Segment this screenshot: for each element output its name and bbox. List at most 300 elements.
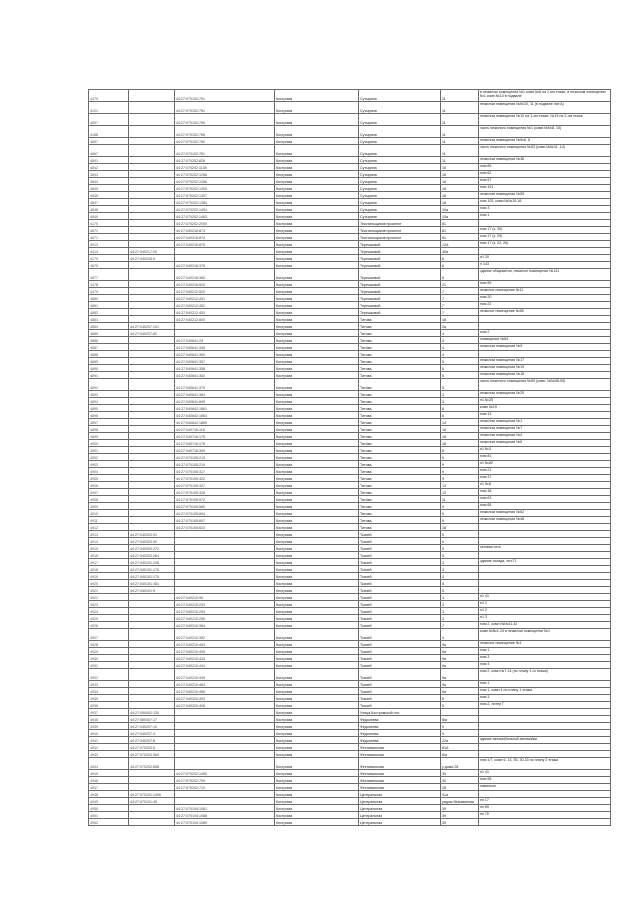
house-number: 16 [441, 440, 479, 447]
street: Терешковой [359, 288, 441, 295]
cadastral-number-land [129, 185, 175, 192]
object-description: нежилом помещении №17 [479, 358, 611, 365]
street: Титова [359, 365, 441, 372]
cadastral-number: 44:27:070102:761 [175, 145, 275, 157]
cadastral-number: 44:27:040716:399 [175, 447, 275, 454]
table-row [89, 227, 611, 234]
street: Ткачей [359, 655, 441, 662]
object-description: пом 65 [479, 503, 611, 510]
street: Титова [359, 337, 441, 344]
object-description: н1 №25 [479, 398, 611, 405]
object-description [479, 323, 611, 330]
table-row [89, 566, 611, 573]
street: Ткачей [359, 531, 441, 538]
cadastral-number [175, 723, 275, 730]
object-description: н1 №82 [479, 461, 611, 468]
cadastral-number: 44:27:070102:751 [175, 90, 275, 102]
cadastral-number: 44:27:040716:118 [175, 426, 275, 433]
object-description: пом 101 [479, 185, 611, 192]
cadastral-number-land: 44:27:040320:272 [129, 545, 175, 552]
cadastral-number-land [129, 192, 175, 199]
house-number: 5 [441, 552, 479, 559]
row-number: 4948 [89, 791, 129, 798]
cadastral-number: 44:27:070105:328 [175, 489, 275, 496]
street: Фестивальная [359, 777, 441, 784]
street: Терешковой [359, 255, 441, 262]
object-description: нежилом помещении №№10, 11 (в подвале лит.А) [479, 102, 611, 114]
street: Титова [359, 316, 441, 323]
street: Ткачей [359, 648, 441, 655]
cadastral-number-land [129, 433, 175, 440]
object-description: нежилом помещении №№6, 8 [479, 138, 611, 145]
street: Фестивальная [359, 758, 441, 770]
city: Кострома [275, 475, 359, 482]
house-number: 40а [441, 248, 479, 255]
cadastral-number: 44:27:070102:751 [175, 102, 275, 114]
object-description: пом 1/7, комн 6, 13, 35, 30-33 по плану 2 этажа [479, 758, 611, 770]
row-number: 4936 [89, 702, 129, 709]
city: Кострома [275, 791, 359, 798]
table-row [89, 145, 611, 157]
cadastral-number-land [129, 138, 175, 145]
object-description: часть нежилого помещения №1 (комн.№№8, 15) [479, 126, 611, 138]
cadastral-number: 44:27:070105:607 [175, 517, 275, 524]
table-row [89, 372, 611, 379]
cadastral-number-land: 44:27:040101:9 [129, 587, 175, 594]
table-row [89, 185, 611, 192]
house-number: 11 [441, 126, 479, 138]
cadastral-number-land [129, 90, 175, 102]
street: Центральная [359, 819, 441, 826]
city: Кострома [275, 405, 359, 412]
house-number: 12А [441, 241, 479, 248]
row-number: 4897 [89, 419, 129, 426]
object-description: пом 81 [479, 454, 611, 461]
cadastral-number: 44:27:040641:346 [175, 344, 275, 351]
table-row [89, 573, 611, 580]
cadastral-number-land [129, 770, 175, 777]
object-description: комн.№№1-24 в нежилом помещении №1 [479, 629, 611, 641]
row-number: 4930 [89, 655, 129, 662]
object-description: пом 13 [479, 412, 611, 419]
cadastral-number-land [129, 615, 175, 622]
city: Кострома [275, 234, 359, 241]
object-description: нежилое помещение №11 [479, 288, 611, 295]
house-number: 8 [441, 447, 479, 454]
object-description: нежилом помещении №20 [479, 391, 611, 398]
row-number: 4937 [89, 709, 129, 716]
object-description [479, 709, 611, 716]
cadastral-number: 44:27:070202:1265 [175, 171, 275, 178]
house-number: 18 [441, 316, 479, 323]
house-number: 3 [441, 594, 479, 601]
street: Фестивальная [359, 744, 441, 751]
objects-table [88, 89, 611, 826]
house-number: 11 [441, 157, 479, 164]
cadastral-number: 44:27:040216:874 [175, 234, 275, 241]
house-number: 9а [441, 688, 479, 695]
table-row [89, 496, 611, 503]
cadastral-number: 44:27:040212:451 [175, 295, 275, 302]
city: Кострома [275, 580, 359, 587]
row-number: 4478 [89, 281, 129, 288]
row-number: 4890 [89, 365, 129, 372]
row-number: 4925 [89, 615, 129, 622]
cadastral-number: 44:27:040642:1869 [175, 419, 275, 426]
street: Ткачей [359, 594, 441, 601]
row-number: 4914 [89, 538, 129, 545]
city: Кострома [275, 90, 359, 102]
street: Ткачей [359, 629, 441, 641]
city: Кострома [275, 255, 359, 262]
row-number: 4877 [89, 269, 129, 281]
house-number: 3 [441, 391, 479, 398]
object-description: пом 17 (к. 29) [479, 234, 611, 241]
cadastral-number: 44:27:070102:760 [175, 138, 275, 145]
city: Кострома [275, 552, 359, 559]
object-description: пом 1 [479, 648, 611, 655]
object-description: пн 69 [479, 805, 611, 812]
cadastral-number: 44:27:070102:760 [175, 114, 275, 126]
cadastral-number: 44:27:040216:520 [175, 281, 275, 288]
table-row [89, 629, 611, 641]
city: Кострома [275, 164, 359, 171]
street: Титова [359, 379, 441, 391]
house-number: 28 [441, 784, 479, 791]
cadastral-number: 44:27:040210:253 [175, 601, 275, 608]
city: Кострома [275, 601, 359, 608]
object-description: пом 59 [479, 281, 611, 288]
row-number: 4905 [89, 475, 129, 482]
city: Кострома [275, 145, 359, 157]
street: Ткачей [359, 601, 441, 608]
table-row [89, 552, 611, 559]
street: Текстильщиков проспект [359, 234, 441, 241]
house-number: 3 [441, 615, 479, 622]
row-number: 4922 [89, 594, 129, 601]
cadastral-number-land [129, 662, 175, 669]
table-row [89, 784, 611, 791]
object-description: нежилом помещении №4 [479, 433, 611, 440]
row-number: 4920 [89, 580, 129, 587]
cadastral-number [175, 330, 275, 337]
street: Сутырина [359, 192, 441, 199]
row-number: 4414 [89, 248, 129, 255]
house-number: 9 [441, 468, 479, 475]
row-number: 4935 [89, 695, 129, 702]
table-row [89, 805, 611, 812]
street: Титова [359, 419, 441, 426]
table-row [89, 503, 611, 510]
object-description: пом 1 [479, 213, 611, 220]
city: Кострома [275, 372, 359, 379]
house-number: 5 [441, 358, 479, 365]
table-row [89, 114, 611, 126]
cadastral-number-land [129, 812, 175, 819]
table-row [89, 90, 611, 102]
house-number: 4 [441, 344, 479, 351]
cadastral-number [175, 744, 275, 751]
cadastral-number-land [129, 468, 175, 475]
house-number: 2а [441, 323, 479, 330]
row-number: 4906 [89, 482, 129, 489]
row-number: 4916 [89, 552, 129, 559]
cadastral-number-land [129, 126, 175, 138]
object-description: пом 20 [479, 295, 611, 302]
object-description: пом 37 [479, 475, 611, 482]
cadastral-number-land [129, 358, 175, 365]
table-row [89, 662, 611, 669]
cadastral-number [175, 751, 275, 758]
table-row [89, 681, 611, 688]
city: Кострома [275, 171, 359, 178]
table-row [89, 517, 611, 524]
street: Титова [359, 503, 441, 510]
street: Титова [359, 461, 441, 468]
city: Кострома [275, 655, 359, 662]
street: Федосеева [359, 730, 441, 737]
house-number: 9 [441, 730, 479, 737]
street: Сутырина [359, 185, 441, 192]
street: Титова [359, 475, 441, 482]
city: Кострома [275, 199, 359, 206]
row-number: 4952 [89, 819, 129, 826]
cadastral-number-land [129, 629, 175, 641]
cadastral-number-land [129, 114, 175, 126]
cadastral-number-land [129, 234, 175, 241]
cadastral-number-land [129, 419, 175, 426]
table-row [89, 288, 611, 295]
row-number: 4846 [89, 192, 129, 199]
row-number: 4882 [89, 309, 129, 316]
cadastral-number-land [129, 199, 175, 206]
table-row [89, 157, 611, 164]
object-description [479, 573, 611, 580]
row-number: 4913 [89, 241, 129, 248]
house-number: 16 [441, 185, 479, 192]
cadastral-number-land [129, 489, 175, 496]
table-row [89, 358, 611, 365]
object-description: здание автомобильной автомойки [479, 737, 611, 744]
city: Кострома [275, 192, 359, 199]
row-number: 4845 [89, 185, 129, 192]
city: Кострома [275, 777, 359, 784]
house-number: 11 [441, 90, 479, 102]
object-description [479, 538, 611, 545]
cadastral-number-land [129, 227, 175, 234]
street: Сутырина [359, 114, 441, 126]
city: Кострома [275, 241, 359, 248]
table-row [89, 510, 611, 517]
cadastral-number-land: 44:27:040101:175 [129, 573, 175, 580]
cadastral-number-land [129, 295, 175, 302]
city: Кострома [275, 440, 359, 447]
cadastral-number: 44:27:040210:352 [175, 629, 275, 641]
house-number: 9а [441, 662, 479, 669]
cadastral-number: 44:27:040642:1863 [175, 412, 275, 419]
house-number: 39 [441, 819, 479, 826]
house-number: 7 [441, 622, 479, 629]
object-description: помещение №64 [479, 337, 611, 344]
city: Кострома [275, 316, 359, 323]
cadastral-number-land [129, 461, 175, 468]
row-number: 4880 [89, 295, 129, 302]
street: Титова [359, 482, 441, 489]
row-number: 4667 [89, 145, 129, 157]
row-number: 4657 [89, 138, 129, 145]
object-description: нежилом помещении №62 [479, 510, 611, 517]
cadastral-number: 44:27:040641:362 [175, 372, 275, 379]
object-description: нежилом помещении №48 [479, 517, 611, 524]
object-description: здание склада, лит.Г1 [479, 559, 611, 566]
house-number: 5 [441, 531, 479, 538]
cadastral-number-land [129, 517, 175, 524]
house-number: 5 [441, 702, 479, 709]
house-number: 5 [441, 580, 479, 587]
city: Кострома [275, 566, 359, 573]
object-description: нежилом помещении №18 [479, 372, 611, 379]
city: Кострома [275, 594, 359, 601]
table-row [89, 758, 611, 770]
row-number: 4904 [89, 468, 129, 475]
street: Ткачей [359, 662, 441, 669]
city: Кострома [275, 723, 359, 730]
table-row [89, 468, 611, 475]
cadastral-number-land: 44:27:070101:45 [129, 798, 175, 805]
cadastral-number-land [129, 171, 175, 178]
house-number: 9а [441, 641, 479, 648]
city: Кострома [275, 489, 359, 496]
row-number: 4939 [89, 723, 129, 730]
object-description: нежилом помещении №7 [479, 426, 611, 433]
object-description: нежилое помещение №1 [479, 641, 611, 648]
table-row [89, 695, 611, 702]
street: Ткачей [359, 641, 441, 648]
city: Кострома [275, 681, 359, 688]
cadastral-number-land [129, 302, 175, 309]
table-row [89, 426, 611, 433]
cadastral-number-land [129, 681, 175, 688]
house-number: 16 [441, 199, 479, 206]
table-row [89, 482, 611, 489]
city: Кострома [275, 302, 359, 309]
house-number: 9а [441, 655, 479, 662]
cadastral-number-land [129, 269, 175, 281]
row-number: 4899 [89, 433, 129, 440]
row-number: 4179 [89, 255, 129, 262]
city: Кострома [275, 426, 359, 433]
cadastral-number-land: 44:27:040320:91 [129, 531, 175, 538]
house-number: 9а [441, 648, 479, 655]
table-row [89, 295, 611, 302]
table-row [89, 330, 611, 337]
house-number: рядом безымянная [441, 798, 479, 805]
cadastral-number: 44:27:070202:826 [175, 157, 275, 164]
table-row [89, 587, 611, 594]
cadastral-number: 44:27:070202:709 [175, 777, 275, 784]
street: Титова [359, 433, 441, 440]
city: Кострома [275, 702, 359, 709]
table-row [89, 702, 611, 709]
table-row [89, 281, 611, 288]
row-number: 4933 [89, 681, 129, 688]
city: Кострома [275, 517, 359, 524]
table-row [89, 302, 611, 309]
house-number: 8/а [441, 751, 479, 758]
city: Кострома [275, 126, 359, 138]
city: Кострома [275, 812, 359, 819]
row-number: 4901 [89, 447, 129, 454]
object-description: пом 3 [479, 206, 611, 213]
cadastral-number: 44:27:070202:710 [175, 784, 275, 791]
city: Кострома [275, 337, 359, 344]
row-number: 4887 [89, 344, 129, 351]
cadastral-number-land [129, 695, 175, 702]
house-number: 13 [441, 482, 479, 489]
cadastral-number: 44:27:040210:364 [175, 622, 275, 629]
table-row [89, 405, 611, 412]
cadastral-number: 44:27:040641:384 [175, 391, 275, 398]
city: Кострома [275, 185, 359, 192]
table-row [89, 412, 611, 419]
street: Титова [359, 398, 441, 405]
cadastral-number [175, 573, 275, 580]
object-description: н1 №8 [479, 482, 611, 489]
cadastral-number: 44:27:070105:322 [175, 475, 275, 482]
house-number: 10а [441, 206, 479, 213]
cadastral-number: 44:27:040216:380 [175, 269, 275, 281]
table-row [89, 138, 611, 145]
object-description [479, 524, 611, 531]
street: Титова [359, 372, 441, 379]
row-number: 4950 [89, 805, 129, 812]
row-number: 4886 [89, 337, 129, 344]
city: Кострома [275, 419, 359, 426]
street: Ткачей [359, 566, 441, 573]
street: Титова [359, 405, 441, 412]
object-description: н1 41 [479, 770, 611, 777]
street: Сутырина [359, 102, 441, 114]
table-row [89, 433, 611, 440]
object-description: н1 1 [479, 601, 611, 608]
house-number: 9 [441, 503, 479, 510]
table-row [89, 323, 611, 330]
cadastral-number-land [129, 164, 175, 171]
cadastral-number: 44:27:070202:1307 [175, 192, 275, 199]
table-row [89, 489, 611, 496]
house-number: 16 [441, 426, 479, 433]
table-row [89, 730, 611, 737]
object-description: н1 20 [479, 255, 611, 262]
cadastral-number [175, 737, 275, 744]
cadastral-number-land [129, 594, 175, 601]
cadastral-number-land: 44:27:040320:92 [129, 538, 175, 545]
street: Ткачей [359, 573, 441, 580]
table-row [89, 316, 611, 323]
house-number: 18 [441, 524, 479, 531]
city: Кострома [275, 309, 359, 316]
row-number: 4943 [89, 751, 129, 758]
street: Титова [359, 447, 441, 454]
table-row [89, 737, 611, 744]
table-row [89, 751, 611, 758]
house-number: 5 [441, 545, 479, 552]
table-row [89, 669, 611, 681]
house-number: 3 [441, 601, 479, 608]
row-number: 4908 [89, 496, 129, 503]
table-row [89, 655, 611, 662]
city: Кострома [275, 281, 359, 288]
